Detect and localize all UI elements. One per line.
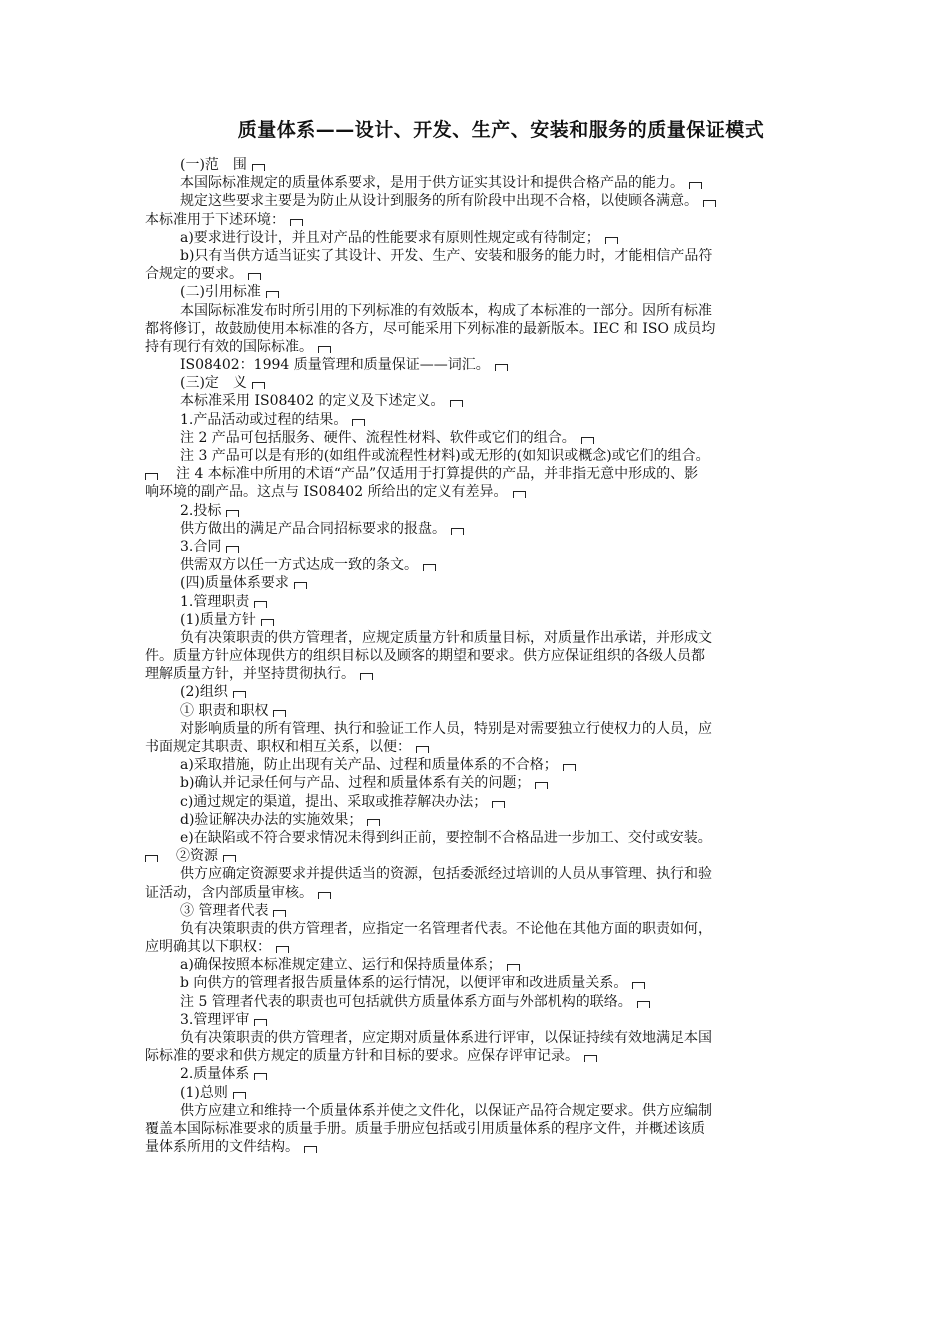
paragraph-mark-icon — [632, 982, 645, 989]
text-line — [145, 574, 835, 592]
line-text: (三)定 义 — [180, 375, 247, 392]
line-text: e)在缺陷或不符合要求情况未得到纠正前，要控制不合格品进一步加工、交付或安装。 — [180, 829, 712, 846]
paragraph-mark-icon — [276, 946, 289, 953]
paragraph-mark-icon — [254, 1073, 267, 1080]
paragraph-mark-icon — [254, 601, 267, 608]
document-body — [145, 156, 835, 1156]
text-line — [145, 683, 835, 701]
line-text: 规定这些要求主要是为防止从设计到服务的所有阶段中出现不合格，以使顾各满意。 — [180, 193, 698, 210]
text-line — [145, 793, 835, 811]
text-line — [145, 702, 835, 720]
line-text: 本国际标准规定的质量体系要求，是用于供方证实其设计和提供合格产品的能力。 — [180, 175, 684, 192]
paragraph-mark-icon — [273, 710, 286, 717]
line-text: 注 4 本标准中所用的术语“产品”仅适用于打算提供的产品，并非指无意中形成的、影 — [176, 466, 699, 483]
paragraph-mark-icon — [223, 855, 236, 862]
text-line — [145, 665, 835, 683]
text-line — [145, 738, 835, 756]
line-text: IS08402：1994 质量管理和质量保证——词汇。 — [180, 357, 490, 374]
line-text: 2.质量体系 — [180, 1066, 250, 1083]
text-line — [145, 611, 835, 629]
text-line — [145, 902, 835, 920]
text-line — [145, 1047, 835, 1065]
line-text: 注 3 产品可以是有形的(如组件或流程性材料)或无形的(如知识或概念)或它们的组合。 — [180, 448, 710, 464]
text-line — [145, 192, 835, 210]
line-text: 合规定的要求。 — [145, 266, 243, 283]
paragraph-mark-icon — [563, 764, 576, 771]
text-line — [145, 174, 835, 192]
paragraph-mark-icon — [248, 273, 261, 280]
paragraph-mark-icon — [451, 528, 464, 535]
line-text: 理解质量方针，并坚持贯彻执行。 — [145, 666, 355, 683]
paragraph-mark-icon — [233, 1092, 246, 1099]
text-line — [145, 429, 835, 447]
paragraph-mark-icon — [703, 200, 716, 207]
paragraph-mark-icon — [145, 855, 158, 862]
paragraph-mark-icon — [581, 437, 594, 444]
paragraph-mark-icon — [145, 473, 158, 480]
text-line — [145, 483, 835, 501]
text-line — [145, 211, 835, 229]
text-line — [145, 993, 835, 1011]
text-line — [145, 593, 835, 611]
text-line — [145, 374, 835, 392]
paragraph-mark-icon — [226, 546, 239, 553]
line-text: ②资源 — [176, 848, 218, 865]
paragraph-mark-icon — [423, 564, 436, 571]
text-line — [145, 447, 835, 465]
text-line — [145, 1102, 835, 1120]
line-text: d)验证解决办法的实施效果； — [180, 811, 363, 828]
text-line — [145, 229, 835, 247]
text-line — [145, 1120, 835, 1138]
text-line — [145, 1138, 835, 1156]
line-text: 本国际标准发布时所引用的下列标准的有效版本，构成了本标准的一部分。因所有标准 — [180, 302, 712, 319]
paragraph-mark-icon — [318, 892, 331, 899]
text-line — [145, 1011, 835, 1029]
line-text: ① 职责和职权 — [180, 702, 269, 719]
paragraph-mark-icon — [605, 237, 618, 244]
line-text: (二)引用标准 — [180, 284, 261, 301]
line-text: 覆盖本国际标准要求的质量手册。质量手册应包括或引用质量体系的程序文件，并概述该质 — [145, 1120, 705, 1137]
line-text: 1.产品活动或过程的结果。 — [180, 411, 348, 428]
text-line — [145, 829, 835, 847]
paragraph-mark-icon — [304, 1146, 317, 1153]
text-line — [145, 265, 835, 283]
line-text: 注 5 管理者代表的职责也可包括就供方质量体系方面与外部机构的联络。 — [180, 993, 632, 1010]
text-line — [145, 556, 835, 574]
line-text: 对影响质量的所有管理、执行和验证工作人员，特别是对需要独立行使权力的人员，应 — [180, 720, 712, 737]
line-text: 量体系所用的文件结构。 — [145, 1139, 299, 1156]
text-line — [145, 920, 835, 938]
text-line — [145, 647, 835, 665]
paragraph-mark-icon — [233, 691, 246, 698]
paragraph-mark-icon — [290, 219, 303, 226]
paragraph-mark-icon — [254, 1019, 267, 1026]
line-text: 应明确其以下职权： — [145, 939, 271, 956]
paragraph-mark-icon — [495, 364, 508, 371]
text-line — [145, 774, 835, 792]
text-line — [145, 338, 835, 356]
text-line — [145, 847, 835, 865]
text-line — [145, 392, 835, 410]
line-text: a)要求进行设计，并且对产品的性能要求有原则性规定或有待制定； — [180, 229, 600, 246]
line-text: 注 2 产品可包括服务、硬件、流程性材料、软件或它们的组合。 — [180, 429, 576, 446]
line-text: 件。质量方针应体现供方的组织目标以及顾客的期望和要求。供方应保证组织的各级人员都 — [145, 648, 705, 665]
text-line — [145, 538, 835, 556]
text-line — [145, 1065, 835, 1083]
line-text: (四)质量体系要求 — [180, 575, 289, 592]
paragraph-mark-icon — [637, 1001, 650, 1008]
line-text: 3.合同 — [180, 538, 222, 555]
line-text: (2)组织 — [180, 684, 228, 701]
line-text: 都将修订，故鼓励使用本标准的各方，尽可能采用下列标准的最新版本。IEC 和 ISO 成员均 — [145, 320, 716, 337]
line-text: 本标准用于下述环境： — [145, 211, 285, 228]
line-text: 负有决策职责的供方管理者，应规定质量方针和质量目标，对质量作出承诺，并形成文 — [180, 629, 712, 646]
paragraph-mark-icon — [252, 164, 265, 171]
line-text: 供方应建立和维持一个质量体系并使之文件化，以保证产品符合规定要求。供方应编制 — [180, 1102, 712, 1119]
text-line — [145, 465, 835, 483]
text-line — [145, 411, 835, 429]
paragraph-mark-icon — [450, 400, 463, 407]
text-line — [145, 938, 835, 956]
text-line — [145, 884, 835, 902]
paragraph-mark-icon — [273, 910, 286, 917]
line-text: 供方应确定资源要求并提供适当的资源，包括委派经过培训的人员从事管理、执行和验 — [180, 866, 712, 883]
paragraph-mark-icon — [507, 964, 520, 971]
text-line — [145, 720, 835, 738]
text-line — [145, 302, 835, 320]
line-text: 供方做出的满足产品合同招标要求的报盘。 — [180, 520, 446, 537]
paragraph-mark-icon — [535, 782, 548, 789]
paragraph-mark-icon — [367, 819, 380, 826]
text-line — [145, 974, 835, 992]
line-text: (一)范 围 — [180, 157, 247, 173]
paragraph-mark-icon — [318, 346, 331, 353]
line-text: 证活动，含内部质量审核。 — [145, 884, 313, 901]
text-line — [145, 356, 835, 374]
line-text: 2.投标 — [180, 502, 222, 519]
text-line — [145, 1029, 835, 1047]
text-line — [145, 811, 835, 829]
line-text: 书面规定其职责、职权和相互关系，以便： — [145, 739, 411, 755]
line-text: b)只有当供方适当证实了其设计、开发、生产、安装和服务的能力时，才能相信产品符 — [180, 247, 713, 264]
paragraph-mark-icon — [416, 746, 429, 753]
line-text: b)确认并记录任何与产品、过程和质量体系有关的问题； — [180, 775, 531, 792]
text-line — [145, 247, 835, 265]
paragraph-mark-icon — [226, 510, 239, 517]
text-line — [145, 283, 835, 301]
text-line — [145, 520, 835, 538]
line-text: b 向供方的管理者报告质量体系的运行情况，以便评审和改进质量关系。 — [180, 975, 628, 992]
paragraph-mark-icon — [492, 801, 505, 808]
line-text: 1.管理职责 — [180, 593, 250, 610]
line-text: ③ 管理者代表 — [180, 902, 269, 919]
line-text: 本标准采用 IS08402 的定义及下述定义。 — [180, 393, 445, 410]
paragraph-mark-icon — [261, 619, 274, 626]
text-line — [145, 320, 835, 338]
paragraph-mark-icon — [584, 1055, 597, 1062]
paragraph-mark-icon — [689, 182, 702, 189]
line-text: 3.管理评审 — [180, 1011, 250, 1028]
line-text: a)确保按照本标准规定建立、运行和保持质量体系； — [180, 957, 502, 974]
text-line — [145, 629, 835, 647]
line-text: 际标准的要求和供方规定的质量方针和目标的要求。应保存评审记录。 — [145, 1048, 579, 1065]
line-text: 负有决策职责的供方管理者，应定期对质量体系进行评审，以保证持续有效地满足本国 — [180, 1030, 712, 1046]
paragraph-mark-icon — [360, 673, 373, 680]
line-text: 持有现行有效的国际标准。 — [145, 338, 313, 355]
text-line — [145, 156, 835, 174]
line-text: 负有决策职责的供方管理者，应指定一名管理者代表。不论他在其他方面的职责如何， — [180, 920, 712, 937]
text-line — [145, 956, 835, 974]
text-line — [145, 865, 835, 883]
line-text: c)通过规定的渠道，提出、采取或推荐解决办法； — [180, 793, 488, 810]
line-text: (1)总则 — [180, 1084, 228, 1101]
line-text: (1)质量方针 — [180, 611, 256, 628]
document-title: 质量体系——设计、开发、生产、安装和服务的质量保证模式 — [237, 119, 765, 141]
paragraph-mark-icon — [252, 382, 265, 389]
paragraph-mark-icon — [352, 419, 365, 426]
line-text: 供需双方以任一方式达成一致的条文。 — [180, 557, 418, 574]
paragraph-mark-icon — [266, 291, 279, 298]
paragraph-mark-icon — [513, 491, 526, 498]
line-text: a)采取措施，防止出现有关产品、过程和质量体系的不合格； — [180, 757, 558, 774]
text-line — [145, 1084, 835, 1102]
text-line — [145, 756, 835, 774]
paragraph-mark-icon — [294, 582, 307, 589]
line-text: 响环境的副产品。这点与 IS08402 所给出的定义有差异。 — [145, 484, 508, 501]
text-line — [145, 502, 835, 520]
